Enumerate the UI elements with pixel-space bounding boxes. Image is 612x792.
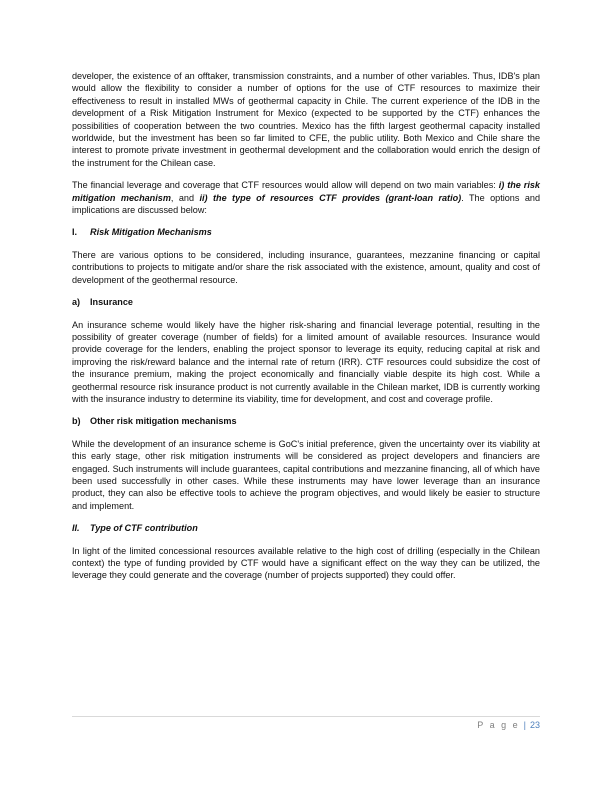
section-heading-risk-mitigation bbox=[72, 226, 540, 238]
paragraph-1: developer, the existence of an offtaker, transmission constraints, and a number of other variables. Thus, IDB's plan would allow the flexibility to consider a number of options for the use of CTF resources to maximize their effectiveness to result in installed MWs of geothermal capacity in Chile. The current experience of the IDB in the development of a Risk Mitigation Instrument for Mexico (expected to be supported by the CTF) enhances the possibilities of cooperation between the two countries. Mexico has the fifth largest geothermal capacity installed worldwide, but the investment has been so far limited to CFE, the public utility. Both Mexico and Chile share the interest to promote private investment in geothermal development and the collaboration would enrich the design of the instrument for the Chilean case. bbox=[72, 71, 540, 168]
document-body bbox=[72, 70, 540, 582]
subsection-number: a) bbox=[72, 297, 81, 308]
subsection-heading-insurance bbox=[72, 296, 540, 308]
section-title: Risk Mitigation Mechanisms bbox=[90, 227, 212, 238]
paragraph-2 bbox=[72, 179, 540, 216]
section-number: I. bbox=[72, 227, 78, 238]
section-number: II. bbox=[72, 523, 80, 534]
subsection-title: Other risk mitigation mechanisms bbox=[90, 416, 237, 427]
paragraph-5: While the development of an insurance scheme is GoC's initial preference, given the uncertainty over its viability at this early stage, other risk mitigation instruments will be considered as project developers and financiers are engaged. Such instruments will include guarantees, capital contributions and mezzanine financing, all of which have been used successfully in other cases. While these instruments may have lower leverage than an insurance product, they can also be effective tools to achieve the program objectives, and would likely be easier to structure and implement. bbox=[72, 438, 540, 511]
page-footer bbox=[477, 720, 540, 730]
paragraph-4: An insurance scheme would likely have the higher risk-sharing and financial leverage potential, resulting in the possibility of greater coverage (number of fields) for a limited amount of available resources. Insurance would provide coverage for the lenders, enabling the project sponsor to leverage its equity, reducing capital at risk and improving the risk/reward balance and the internal rate of return (IRR). CTF resources could subsidize the cost of the insurance premium, making the project economically and financially viable despite its high cost. While a geothermal resource risk insurance product is not currently available in the Chilean market, IDB is currently working with the insurance industry to determine its viability, time for development, and cost and coverage profile. bbox=[72, 319, 540, 404]
paragraph-6: In light of the limited concessional resources available relative to the high cost of drilling (especially in the Chilean context) the type of funding provided by CTF would have a significant effect on the way they can be utilized, the leverage they could generate and the coverage (number of projects supported) they could offer. bbox=[72, 545, 540, 581]
page-number: 23 bbox=[529, 720, 540, 730]
subsection-title: Insurance bbox=[90, 297, 133, 308]
subsection-number: b) bbox=[72, 416, 81, 427]
p2-variable-1: i) the risk mitigation mechanism bbox=[72, 180, 540, 203]
p2-variable-2: ii) the type of resources CTF provides (grant-loan ratio) bbox=[199, 192, 462, 203]
paragraph-3: There are various options to be considered, including insurance, guarantees, mezzanine financing or capital contributions to projects to mitigate and/or share the risk associated with the existence, amount, quality and cost of development of the geothermal resource. bbox=[72, 249, 540, 285]
footer-separator: | bbox=[523, 720, 526, 730]
p2-text-a: The financial leverage and coverage that CTF resources would allow will depend on two main variables: bbox=[72, 180, 499, 191]
page-label: P a g e bbox=[477, 720, 520, 730]
p2-text-e: . The options and implications are discussed below: bbox=[72, 192, 540, 216]
p2-text-c: , and bbox=[170, 192, 200, 203]
section-heading-ctf-contribution bbox=[72, 522, 540, 534]
footer-divider bbox=[72, 716, 540, 717]
section-title: Type of CTF contribution bbox=[90, 523, 198, 534]
subsection-heading-other-mechanisms bbox=[72, 415, 540, 427]
